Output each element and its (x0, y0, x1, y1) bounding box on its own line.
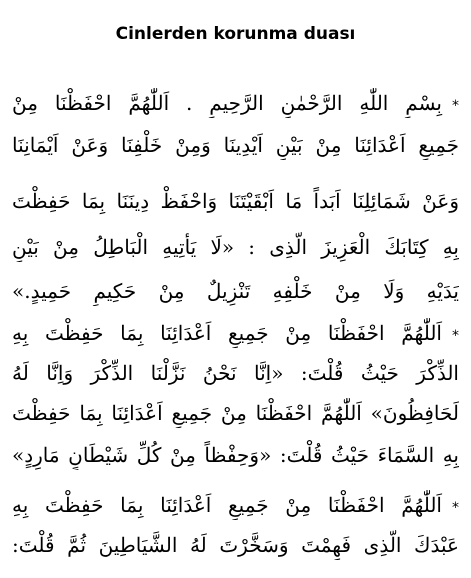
arabic-line-5 (12, 276, 459, 306)
arabic-line-7 (12, 358, 459, 388)
bullet-star-3: * (452, 500, 459, 516)
bullet-star-2: * (452, 328, 459, 344)
document-title: Cinlerden korunma duası (115, 24, 356, 44)
arabic-line-9 (12, 440, 459, 470)
line-text-2: جَمِيعِ اَعْدَائِنَا مِنْ بَيْنِ اَيْدِينَا وَمِنْ خَلْفِنَا وَعَنْ اَيْمَانِنَا (12, 133, 459, 157)
arabic-line-3 (12, 186, 459, 216)
line-text-7: الذِّكْرَ حَيْثُ قُلْتَ: «اِنَّا نَحْنُ نَزَّلْنَا الذِّكْرَ وَاِنَّا لَهُ (12, 361, 459, 385)
line-text-11: عَبْدَكَ الَّذِى فَهِمْتَ وَسَخَّرْتَ لَهُ الشَّيَاطِينَ ثُمَّ قُلْتَ: (12, 533, 459, 557)
arabic-line-2 (12, 130, 459, 160)
line-text-10: اَللّٰهُمَّ احْفَظْنَا مِنْ جَمِيعِ اَعْدَائِنَا بِمَا حَفِظْتَ بِهِ (12, 493, 442, 517)
arabic-line-10 (12, 490, 459, 520)
line-text-4: بِهِ كِتَابَكَ الْعَزِيزَ الَّذِى : «لَا يَأْتِيهِ الْبَاطِلُ مِنْ بَيْنِ (12, 235, 459, 259)
line-text-9: بِهِ السَّمَاءَ حَيْثُ قُلْتَ: «وَحِفْظاً مِنْ كُلِّ شَيْطَانٍ مَارِدٍ» (12, 443, 459, 467)
line-text-6: اَللّٰهُمَّ احْفَظْنَا مِنْ جَمِيعِ اَعْدَائِنَا بِمَا حَفِظْتَ بِهِ (12, 321, 442, 345)
line-text-5: يَدَيْهِ وَلَا مِنْ خَلْفِهِ تَنْزِيلٌ مِنْ حَكِيمٍ حَمِيدٍ.» (12, 279, 459, 303)
arabic-line-4 (12, 232, 459, 262)
bullet-star-1: * (452, 98, 459, 114)
arabic-line-8 (12, 398, 459, 428)
arabic-line-6 (12, 318, 459, 348)
line-text-3: وَعَنْ شَمَائِلِنَا اَبَداً مَا اَبْقَيْتَنَا وَاحْفَظْ دِينَنَا بِمَا حَفِظْتَ (12, 189, 459, 213)
arabic-line-11 (12, 530, 459, 560)
arabic-line-1 (12, 88, 459, 118)
line-text-1: بِسْمِ اللّٰهِ الرَّحْمٰنِ الرَّحِيمِ . اَللّٰهُمَّ احْفَظْنَا مِنْ (12, 91, 442, 115)
line-text-8: لَحَافِظُونَ» اَللّٰهُمَّ احْفَظْنَا مِنْ جَمِيعِ اَعْدَائِنَا بِمَا حَفِظْتَ (12, 401, 459, 425)
